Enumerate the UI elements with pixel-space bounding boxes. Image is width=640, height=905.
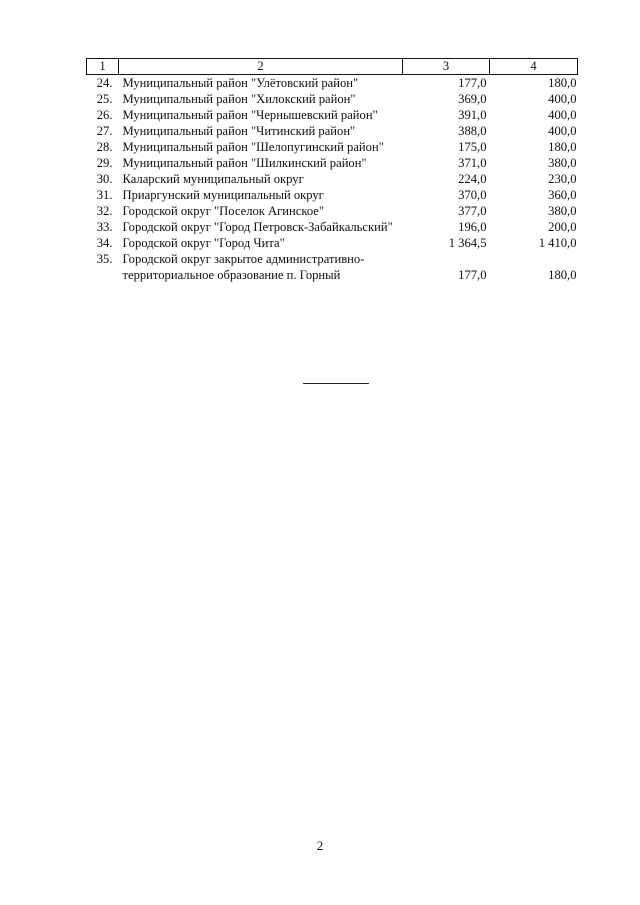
- column-header-2: 2: [119, 59, 403, 75]
- row-value-4: 400,0: [548, 92, 577, 106]
- row-name: Муниципальный район "Читинский район": [122, 124, 356, 138]
- table-row: [87, 75, 578, 92]
- table-row: [87, 139, 578, 155]
- row-value-4: 400,0: [548, 108, 577, 122]
- row-number: 29.: [96, 156, 113, 170]
- table-header-row: [87, 59, 578, 75]
- row-name: Городской округ "Город Чита": [122, 236, 285, 250]
- row-name: Городской округ "Город Петровск-Забайкальский": [122, 220, 393, 234]
- section-divider: [303, 383, 369, 384]
- row-number: 34.: [96, 236, 113, 250]
- row-value-4: 380,0: [548, 204, 577, 218]
- budget-table: [86, 58, 578, 283]
- row-name: Муниципальный район "Шелопугинский район": [122, 140, 384, 154]
- row-name: Приаргунский муниципальный округ: [122, 188, 324, 202]
- row-value-4: 180,0: [548, 76, 577, 90]
- row-value-3: 388,0: [458, 124, 487, 138]
- row-value-3: 370,0: [458, 188, 487, 202]
- row-value-4: 1 410,0: [538, 236, 577, 250]
- page-number: 2: [316, 838, 324, 853]
- row-number: 33.: [96, 220, 113, 234]
- row-number: 24.: [96, 76, 113, 90]
- table-row: [87, 155, 578, 171]
- row-value-3: 369,0: [458, 92, 487, 106]
- row-value-3: 224,0: [458, 172, 487, 186]
- row-name: Городской округ закрытое административно-территориальное образование п. Горный: [122, 252, 365, 282]
- row-value-4: 200,0: [548, 220, 577, 234]
- row-name: Муниципальный район "Шилкинский район": [122, 156, 367, 170]
- row-number: 30.: [96, 172, 113, 186]
- row-value-3: 196,0: [458, 220, 487, 234]
- row-number: 25.: [96, 92, 113, 106]
- table-row: [87, 235, 578, 251]
- column-header-1: 1: [87, 59, 119, 75]
- row-value-3: 1 364,5: [448, 236, 487, 250]
- table-row: [87, 171, 578, 187]
- row-number: 26.: [96, 108, 113, 122]
- row-number: 31.: [96, 188, 113, 202]
- table-row: [87, 203, 578, 219]
- column-header-4: 4: [490, 59, 578, 75]
- column-header-3: 3: [403, 59, 490, 75]
- row-value-3: 177,0: [458, 268, 487, 282]
- row-number: 28.: [96, 140, 113, 154]
- row-value-4: 180,0: [548, 268, 577, 282]
- row-value-3: 377,0: [458, 204, 487, 218]
- row-value-4: 380,0: [548, 156, 577, 170]
- row-value-4: 230,0: [548, 172, 577, 186]
- table-row: [87, 91, 578, 107]
- row-name: Муниципальный район "Чернышевский район": [122, 108, 378, 122]
- row-number: 27.: [96, 124, 113, 138]
- row-value-3: 175,0: [458, 140, 487, 154]
- table-row: [87, 219, 578, 235]
- row-name: Муниципальный район "Хилокский район": [122, 92, 356, 106]
- table-row: [87, 107, 578, 123]
- row-value-3: 177,0: [458, 76, 487, 90]
- row-name: Муниципальный район "Улётовский район": [122, 76, 359, 90]
- row-value-4: 180,0: [548, 140, 577, 154]
- row-value-4: 360,0: [548, 188, 577, 202]
- row-number: 32.: [96, 204, 113, 218]
- row-name: Каларский муниципальный округ: [122, 172, 304, 186]
- table-row: [87, 123, 578, 139]
- row-value-3: 391,0: [458, 108, 487, 122]
- table-row: [87, 251, 578, 283]
- table-row: [87, 187, 578, 203]
- row-name: Городской округ "Поселок Агинское": [122, 204, 325, 218]
- row-number: 35.: [96, 252, 113, 266]
- row-value-4: 400,0: [548, 124, 577, 138]
- row-value-3: 371,0: [458, 156, 487, 170]
